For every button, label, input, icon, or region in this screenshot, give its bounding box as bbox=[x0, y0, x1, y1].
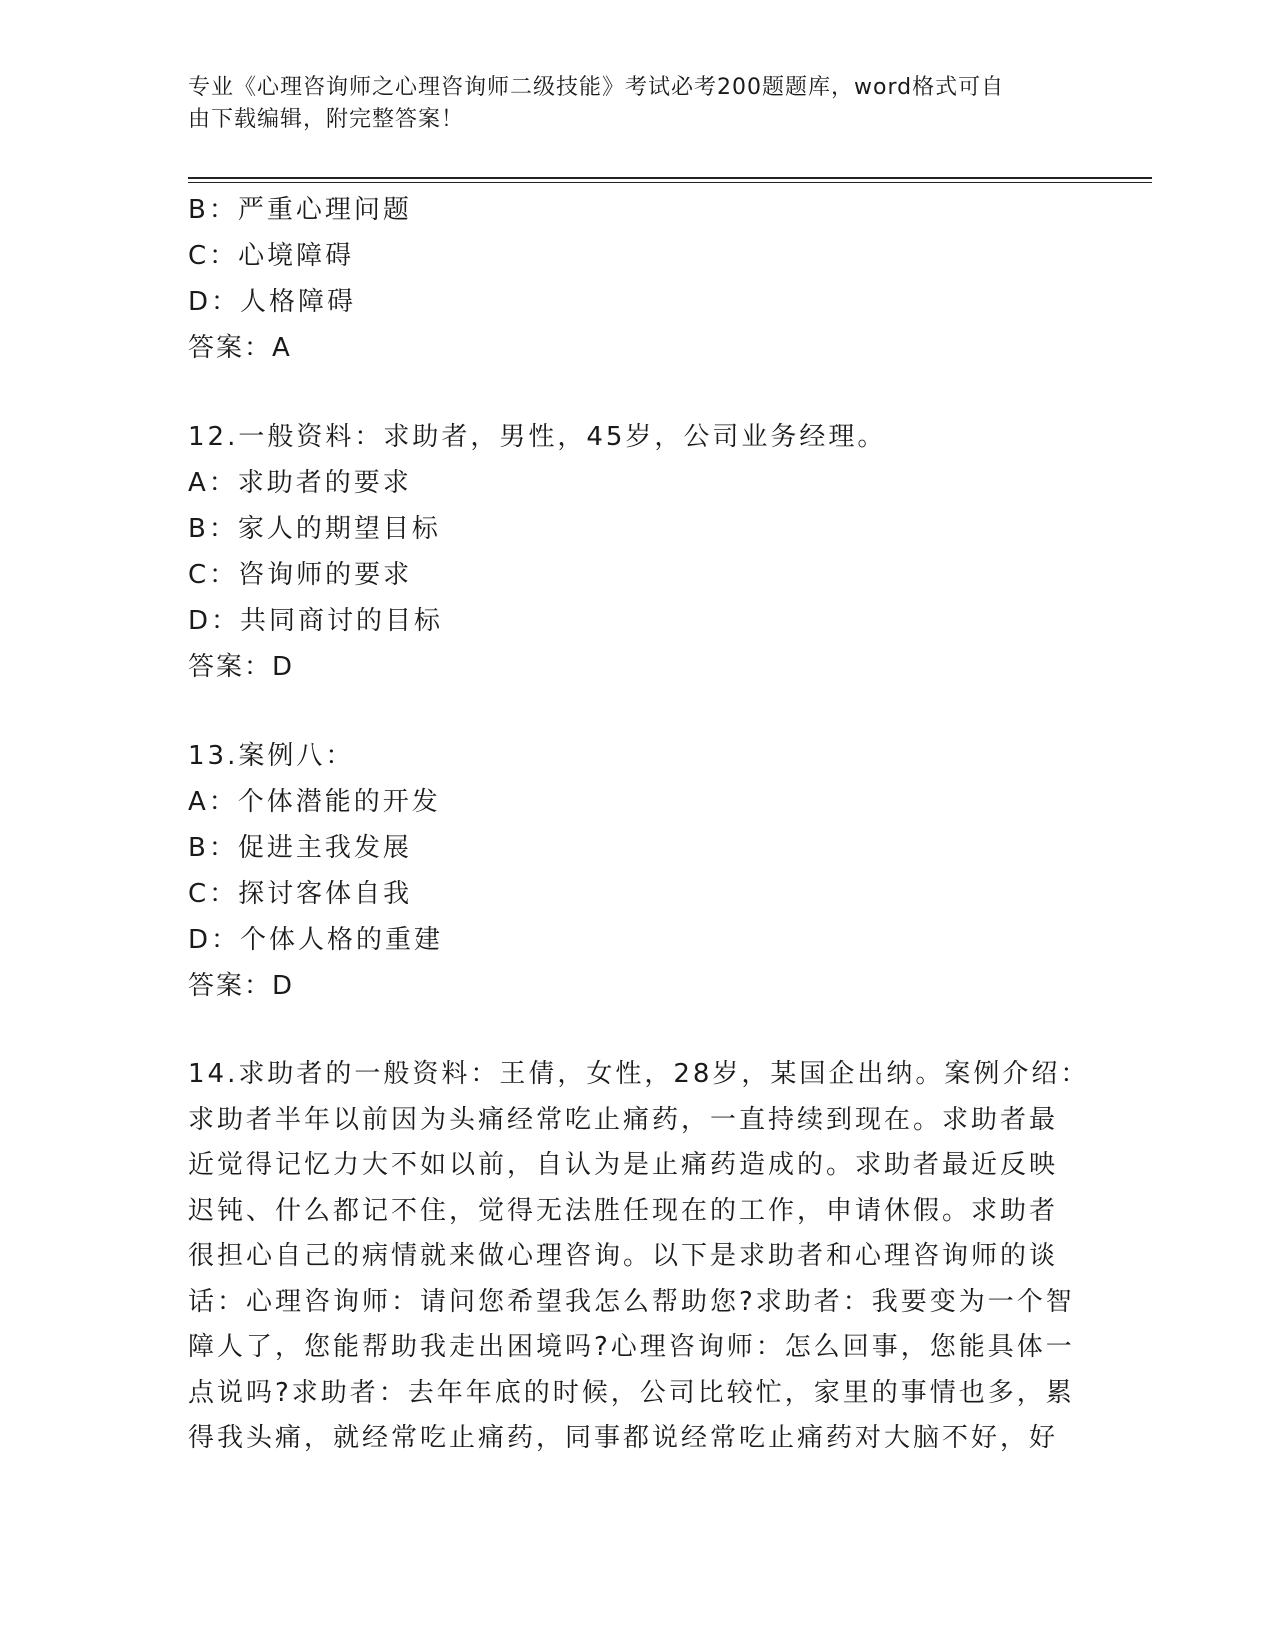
question-text-line: 近觉得记忆力大不如以前，自认为是止痛药造成的。求助者最近反映 bbox=[188, 1150, 1059, 1180]
option-b: B：严重心理问题 bbox=[188, 195, 412, 225]
document-header bbox=[188, 72, 1068, 136]
question-text-line: 很担心自己的病情就来做心理咨询。以下是求助者和心理咨询师的谈 bbox=[188, 1241, 1059, 1271]
question-text-line: 求助者半年以前因为头痛经常吃止痛药，一直持续到现在。求助者最 bbox=[188, 1104, 1059, 1135]
option-a: A：个体潜能的开发 bbox=[188, 787, 441, 817]
document-body bbox=[188, 187, 1090, 1462]
question-13 bbox=[188, 733, 1068, 1009]
spacer bbox=[188, 371, 1068, 414]
question-text-line: 14.求助者的一般资料：王倩，女性，28岁，某国企出纳。案例介绍： bbox=[188, 1059, 1090, 1089]
option-b: B：促进主我发展 bbox=[188, 833, 412, 863]
question-text-line: 障人了，您能帮助我走出困境吗?心理咨询师：怎么回事，您能具体一 bbox=[188, 1332, 1075, 1362]
question-stem: 13.案例八： bbox=[188, 741, 355, 771]
option-b: B：家人的期望目标 bbox=[188, 514, 441, 544]
question-12 bbox=[188, 414, 1068, 690]
header-line-2: 由下载编辑，附完整答案！ bbox=[188, 107, 465, 132]
spacer bbox=[188, 1009, 1068, 1052]
option-d: D：个体人格的重建 bbox=[188, 925, 444, 955]
header-line-1: 专业《心理咨询师之心理咨询师二级技能》考试必考200题题库，word格式可自 bbox=[188, 75, 1005, 100]
answer-line: 答案：D bbox=[188, 652, 295, 682]
option-c: C：咨询师的要求 bbox=[188, 560, 413, 590]
header-divider-thin bbox=[188, 182, 1152, 183]
answer-line: 答案：A bbox=[188, 333, 292, 363]
question-11-tail bbox=[188, 187, 1068, 371]
question-text-line: 得我头痛，就经常吃止痛药，同事都说经常吃止痛药对大脑不好，好 bbox=[188, 1423, 1059, 1453]
option-a: A：求助者的要求 bbox=[188, 468, 412, 498]
spacer bbox=[188, 690, 1068, 733]
question-text-line: 迟钝、什么都记不住，觉得无法胜任现在的工作，申请休假。求助者 bbox=[188, 1195, 1059, 1226]
option-d: D：共同商讨的目标 bbox=[188, 606, 444, 636]
question-14 bbox=[188, 1052, 1090, 1462]
answer-line: 答案：D bbox=[188, 971, 295, 1001]
question-text-line: 话：心理咨询师：请问您希望我怎么帮助您?求助者：我要变为一个智 bbox=[188, 1286, 1075, 1317]
option-c: C：探讨客体自我 bbox=[188, 879, 413, 909]
header-divider-thick bbox=[188, 177, 1152, 179]
question-stem: 12.一般资料：求助者，男性，45岁，公司业务经理。 bbox=[188, 422, 887, 452]
question-text-line: 点说吗?求助者：去年年底的时候，公司比较忙，家里的事情也多，累 bbox=[188, 1377, 1075, 1408]
option-c: C：心境障碍 bbox=[188, 241, 355, 271]
option-d: D：人格障碍 bbox=[188, 287, 357, 317]
